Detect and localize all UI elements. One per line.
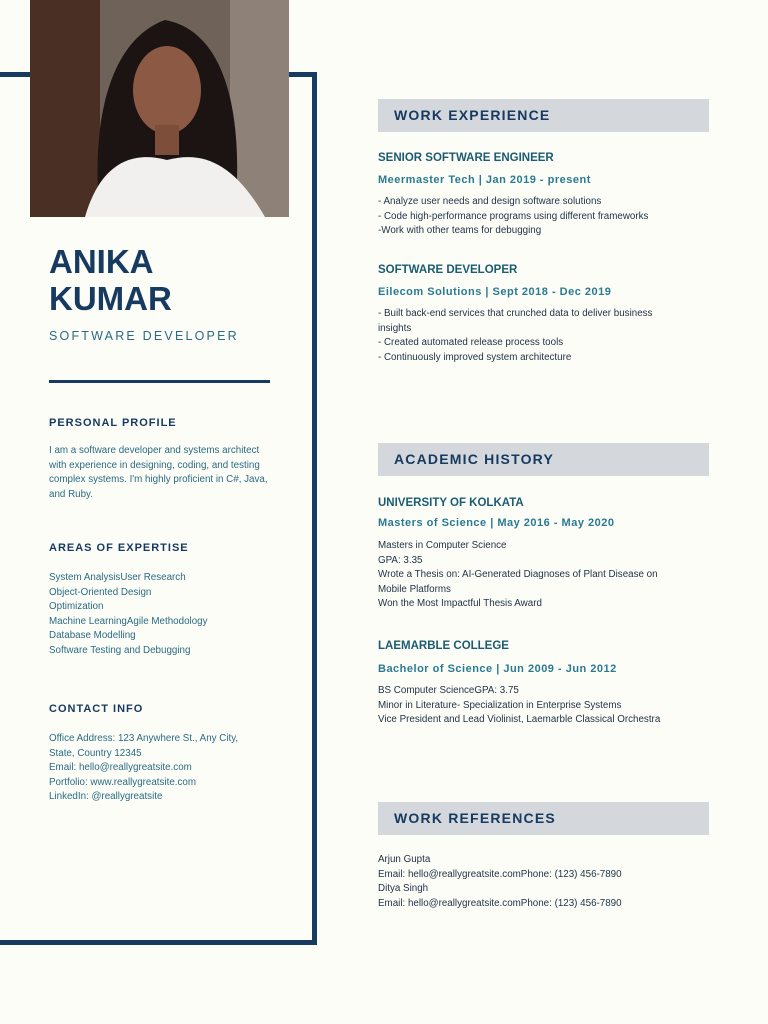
references-list [378, 853, 688, 911]
school-detail: Minor in Literature- Specialization in Enterprise Systems [378, 699, 622, 711]
job-title: SOFTWARE DEVELOPER [49, 329, 239, 343]
school-detail: Wrote a Thesis on: AI-Generated Diagnoses of Plant Disease on Mobile Platforms [378, 569, 658, 595]
reference-contact: Email: hello@reallygreatsite.comPhone: (123) 456-7890 [378, 868, 622, 880]
work-references-heading: WORK REFERENCES [394, 810, 556, 826]
school-detail: BS Computer ScienceGPA: 3.75 [378, 685, 519, 696]
school-detail: GPA: 3.35 [378, 554, 423, 566]
expertise-item: Machine LearningAgile Methodology [49, 615, 208, 627]
job-bullet: - Created automated release process tools [378, 337, 564, 349]
reference-name: Ditya Singh [378, 883, 429, 895]
personal-profile-heading: PERSONAL PROFILE [49, 417, 177, 429]
portrait-image [30, 0, 289, 217]
contact-portfolio: Portfolio: www.reallygreatsite.com [49, 776, 197, 788]
job-bullet: - Analyze user needs and design software solutions [378, 196, 602, 207]
job-meta-2: Eilecom Solutions | Sept 2018 - Dec 2019 [378, 286, 612, 298]
work-experience-heading: WORK EXPERIENCE [394, 107, 551, 123]
expertise-item: System AnalysisUser Research [49, 572, 186, 583]
job-title-1: SENIOR SOFTWARE ENGINEER [378, 152, 554, 164]
contact-email: Email: hello@reallygreatsite.com [49, 762, 192, 774]
expertise-list [49, 571, 274, 659]
school-detail: Won the Most Impactful Thesis Award [378, 598, 542, 610]
school-name-1: UNIVERSITY OF KOLKATA [378, 497, 524, 509]
academic-history-heading: ACADEMIC HISTORY [394, 451, 554, 467]
first-name: ANIKA [49, 243, 154, 280]
school-detail: Vice President and Lead Violinist, Laemarble Classical Orchestra [378, 714, 661, 726]
expertise-heading: AREAS OF EXPERTISE [49, 542, 189, 554]
job-meta-1: Meermaster Tech | Jan 2019 - present [378, 174, 591, 186]
profile-photo [30, 0, 289, 217]
personal-profile-text: I am a software developer and systems architect with experience in designing, coding, and testing complex systems. I'm highly proficient in C#, Java, and Ruby. [49, 445, 268, 500]
job-bullet: - Built back-end services that crunched data to deliver business insights [378, 308, 653, 334]
expertise-item: Object-Oriented Design [49, 586, 152, 598]
last-name: KUMAR [49, 280, 172, 317]
contact-address-line: Office Address: 123 Anywhere St., Any City, [49, 733, 239, 744]
school-details-1 [378, 539, 688, 612]
name-divider [49, 380, 270, 383]
school-name-2: LAEMARBLE COLLEGE [378, 640, 509, 652]
school-meta-2: Bachelor of Science | Jun 2009 - Jun 2012 [378, 663, 617, 675]
school-detail: Masters in Computer Science [378, 540, 507, 551]
expertise-item: Software Testing and Debugging [49, 644, 191, 656]
job-title-2: SOFTWARE DEVELOPER [378, 264, 518, 276]
work-references-band [378, 802, 709, 835]
school-details-2 [378, 684, 688, 728]
contact-heading: CONTACT INFO [49, 703, 144, 715]
job-bullet: - Continuously improved system architecture [378, 351, 572, 363]
job-duties-1 [378, 195, 688, 239]
school-meta-1: Masters of Science | May 2016 - May 2020 [378, 517, 615, 529]
expertise-item: Database Modelling [49, 630, 136, 642]
job-bullet: - Code high-performance programs using different frameworks [378, 210, 649, 222]
academic-history-band [378, 443, 709, 476]
contact-linkedin: LinkedIn: @reallygreatsite [49, 791, 163, 803]
reference-name: Arjun Gupta [378, 854, 431, 865]
job-bullet: -Work with other teams for debugging [378, 225, 542, 237]
reference-contact: Email: hello@reallygreatsite.comPhone: (123) 456-7890 [378, 897, 622, 909]
contact-address-line: State, Country 12345 [49, 747, 142, 759]
person-name [49, 243, 172, 317]
expertise-item: Optimization [49, 601, 104, 613]
work-experience-band [378, 99, 709, 132]
job-duties-2 [378, 307, 688, 365]
contact-details [49, 732, 274, 805]
